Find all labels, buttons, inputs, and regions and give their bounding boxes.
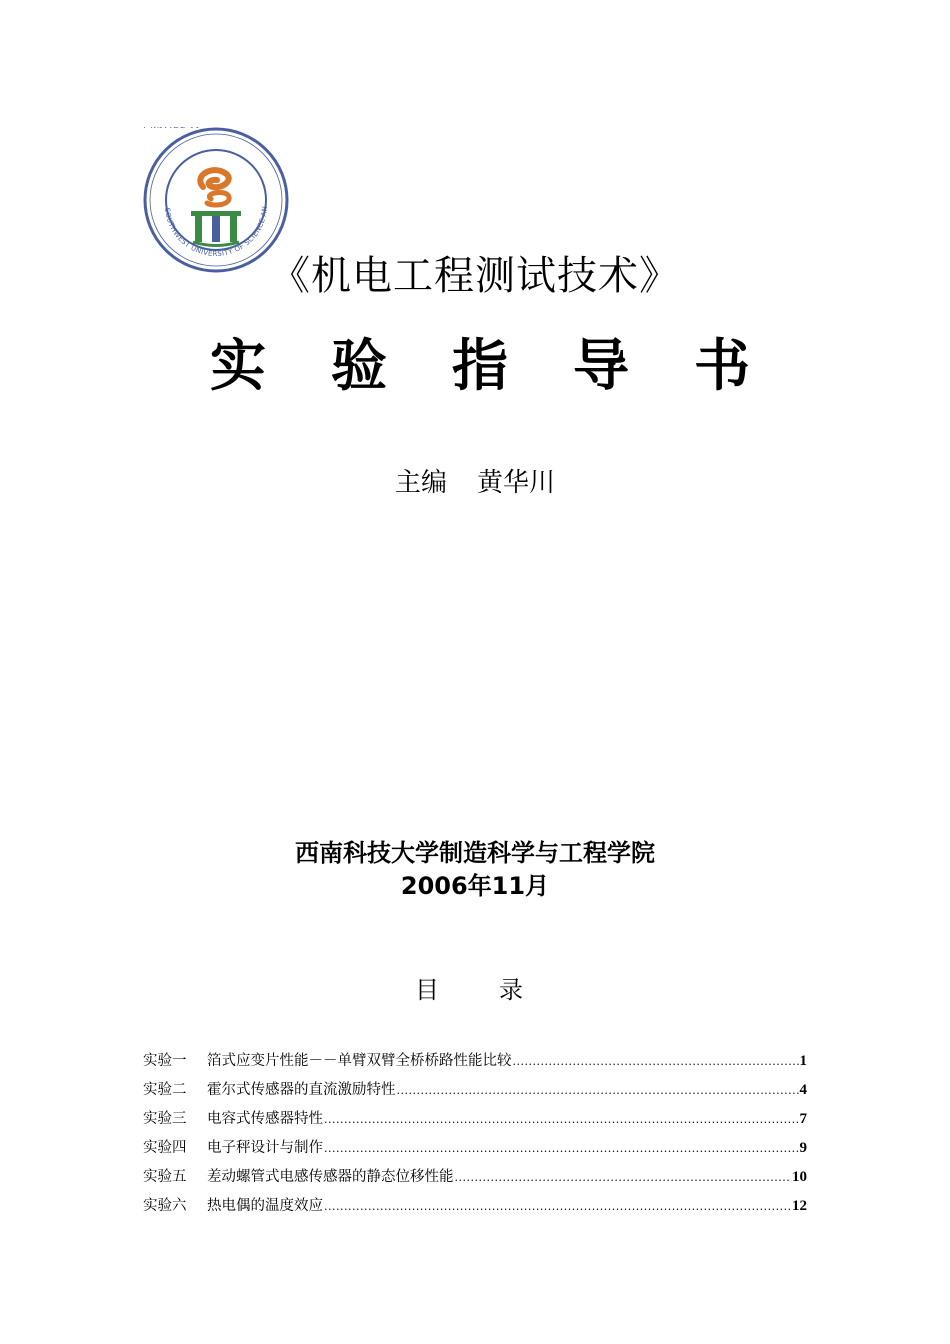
toc-entry[interactable]: [143, 1165, 807, 1194]
toc-entry-number: 实验二: [143, 1082, 187, 1098]
main-title-char: 指: [452, 334, 508, 399]
main-title-char: 验: [331, 334, 387, 399]
toc-entry-page: 1: [799, 1053, 807, 1069]
toc-leader-dots: [397, 1084, 799, 1097]
main-title-char: 导: [573, 334, 629, 399]
toc-entry[interactable]: [143, 1194, 807, 1223]
editor-label: 主编: [394, 468, 447, 498]
toc-entry-title: 箔式应变片性能－－单臂双臂全桥桥路性能比较: [207, 1053, 512, 1069]
toc-heading-char: 目: [415, 976, 439, 1004]
toc-leader-dots: [324, 1142, 799, 1155]
toc-entry[interactable]: [143, 1136, 807, 1165]
toc-heading-char: 录: [499, 976, 523, 1004]
toc-entry-number: 实验一: [143, 1053, 187, 1069]
book-title: 《机电工程测试技术》: [270, 253, 680, 299]
editor-name: 黄华川: [477, 468, 556, 498]
table-of-contents: [143, 1049, 807, 1223]
institute-name: 西南科技大学制造科学与工程学院: [295, 838, 655, 867]
toc-entry-page: 10: [792, 1169, 807, 1185]
toc-entry-number: 实验三: [143, 1111, 187, 1127]
toc-entry[interactable]: [143, 1049, 807, 1078]
main-title-char: 书: [694, 334, 750, 399]
main-title: [210, 322, 750, 402]
toc-heading: [415, 970, 523, 1005]
logo-name-cn: [143, 127, 203, 130]
toc-entry-title: 热电偶的温度效应: [207, 1198, 323, 1214]
main-title-char: 实: [210, 334, 266, 399]
toc-entry[interactable]: [143, 1107, 807, 1136]
toc-leader-dots: [455, 1171, 792, 1184]
toc-entry-title: 差动螺管式电感传感器的静态位移性能: [207, 1169, 454, 1185]
toc-entry-number: 实验六: [143, 1198, 187, 1214]
toc-entry[interactable]: [143, 1078, 807, 1107]
publication-date: 2006年11月: [400, 872, 550, 900]
toc-entry-title: 电容式传感器特性: [207, 1111, 323, 1127]
toc-entry-page: 4: [799, 1082, 807, 1098]
logo-name-en: SOUTHWEST UNIVERSITY OF SCIENCE AN: [163, 205, 270, 259]
toc-leader-dots: [324, 1200, 791, 1213]
editor-line: [0, 462, 950, 499]
toc-entry-page: 9: [799, 1140, 807, 1156]
toc-entry-title: 电子秤设计与制作: [207, 1140, 323, 1156]
toc-entry-number: 实验五: [143, 1169, 187, 1185]
toc-entry-title: 霍尔式传感器的直流激励特性: [207, 1082, 396, 1098]
toc-leader-dots: [324, 1113, 799, 1126]
toc-entry-page: 12: [792, 1198, 807, 1214]
toc-entry-page: 7: [799, 1111, 807, 1127]
toc-leader-dots: [513, 1055, 799, 1068]
toc-entry-number: 实验四: [143, 1140, 187, 1156]
